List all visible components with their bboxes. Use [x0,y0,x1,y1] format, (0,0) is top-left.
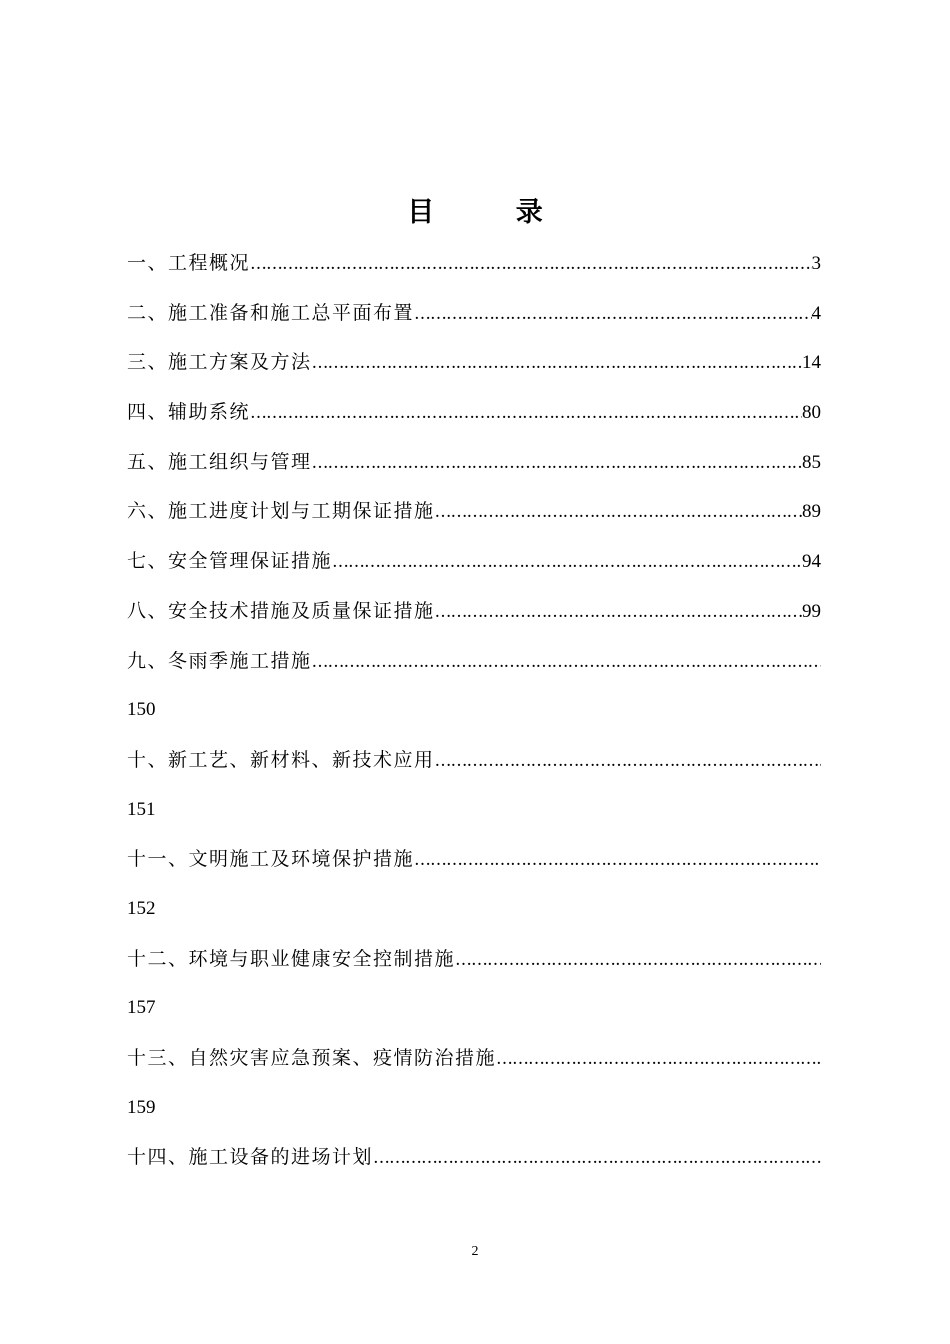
toc-entry-page: 99 [802,600,821,622]
toc-entry-14[interactable] [127,1137,821,1177]
toc-leader-dots [332,542,802,582]
toc-entry-10[interactable] [127,740,821,780]
toc-entry-5[interactable] [127,442,821,482]
toc-leader-dots [435,492,802,532]
toc-entry-12[interactable] [127,939,821,979]
toc-leader-dots [250,244,811,284]
toc-entry-1[interactable] [127,243,821,283]
toc-entry-page: 94 [802,551,821,573]
toc-entry-page: 157 [127,997,156,1019]
table-of-contents [127,243,821,1187]
toc-entry-title: 二、施工准备和施工总平面布置 [127,301,415,324]
page-number-footer: 2 [471,1244,479,1259]
toc-entry-page: 152 [127,897,156,919]
toc-heading: 目 录 [407,197,579,228]
toc-leader-dots [496,1039,821,1079]
toc-entry-9[interactable] [127,641,821,681]
toc-entry-title: 十、新工艺、新材料、新技术应用 [127,748,435,771]
toc-entry-page: 85 [802,451,821,473]
toc-leader-dots [455,940,821,980]
toc-entry-6[interactable] [127,491,821,531]
toc-leader-dots [250,393,802,433]
toc-entry-page: 159 [127,1096,156,1118]
toc-leader-dots [312,642,821,682]
toc-entry-4[interactable] [127,392,821,432]
toc-entry-8[interactable] [127,591,821,631]
toc-entry-13[interactable] [127,1038,821,1078]
toc-entry-title: 十三、自然灾害应急预案、疫情防治措施 [127,1047,497,1069]
toc-entry-page: 150 [127,699,156,721]
toc-entry-title: 十四、施工设备的进场计划 [127,1146,374,1169]
toc-entry-title: 四、辅助系统 [127,401,251,424]
toc-entry-title: 三、施工方案及方法 [127,351,312,374]
toc-entry-title: 九、冬雨季施工措施 [127,649,312,672]
toc-leader-dots [414,294,811,334]
toc-entry-page: 3 [811,253,821,274]
toc-leader-dots [312,443,802,483]
toc-entry-title: 七、安全管理保证措施 [127,550,333,573]
toc-entry-11[interactable] [127,839,821,879]
toc-entry-page: 89 [802,501,821,523]
toc-entry-page: 151 [127,798,156,820]
toc-leader-dots [414,840,821,880]
toc-entry-title: 十二、环境与职业健康安全控制措施 [127,947,456,970]
toc-leader-dots [312,343,802,383]
toc-leader-dots [435,741,821,781]
toc-entry-title: 五、施工组织与管理 [127,450,312,473]
toc-entry-page: 14 [802,352,821,374]
toc-entry-title: 一、工程概况 [127,252,251,274]
toc-leader-dots [435,592,802,632]
toc-entry-title: 十一、文明施工及环境保护措施 [127,848,415,871]
toc-entry-title: 八、安全技术措施及质量保证措施 [127,599,435,622]
toc-entry-7[interactable] [127,541,821,581]
toc-entry-page: 4 [811,302,821,324]
toc-entry-title: 六、施工进度计划与工期保证措施 [127,500,435,523]
toc-leader-dots [373,1138,821,1178]
toc-entry-2[interactable] [127,293,821,333]
toc-entry-page: 80 [802,402,821,424]
toc-entry-3[interactable] [127,342,821,382]
